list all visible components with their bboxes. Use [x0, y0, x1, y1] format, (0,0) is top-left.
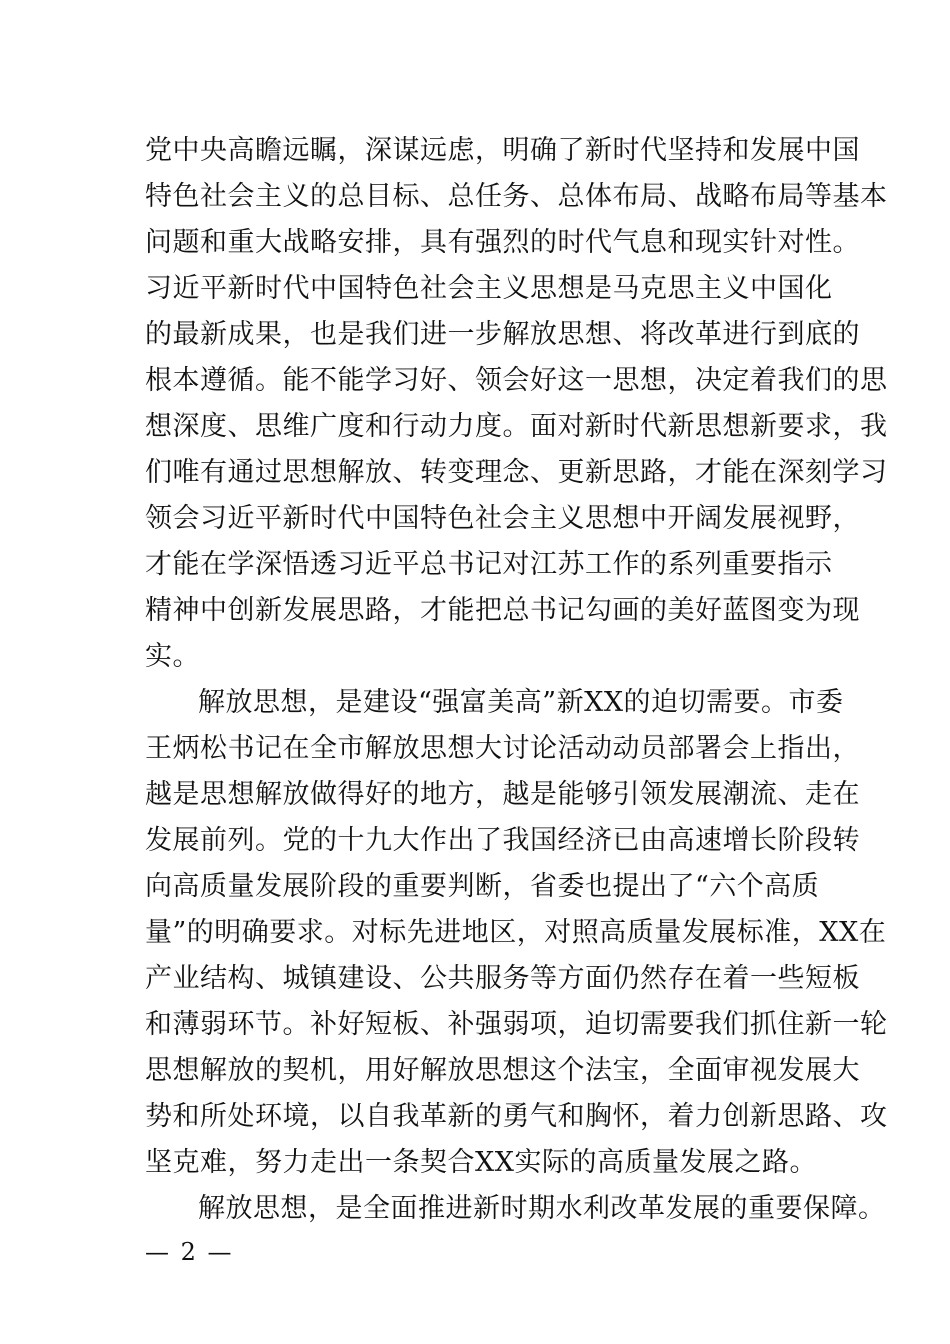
text-line: 越是思想解放做得好的地方，越是能够引领发展潮流、走在: [145, 779, 860, 810]
page-number: — 2 —: [145, 1238, 234, 1266]
text-line: 们唯有通过思想解放、转变理念、更新思路，才能在深刻学习: [145, 457, 888, 488]
text-line: 的最新成果，也是我们进一步解放思想、将改革进行到底的: [145, 319, 860, 350]
text-line: 产业结构、城镇建设、公共服务等方面仍然存在着一些短板: [145, 963, 860, 994]
text-line: 根本遵循。能不能学习好、领会好这一思想，决定着我们的思: [145, 365, 888, 396]
text-line: 和薄弱环节。补好短板、补强弱项，迫切需要我们抓住新一轮: [145, 1009, 888, 1040]
text-line: 党中央高瞻远瞩，深谋远虑，明确了新时代坚持和发展中国: [145, 135, 860, 166]
text-line: 量”的明确要求。对标先进地区，对照高质量发展标准，XX在: [145, 917, 887, 948]
text-line: 问题和重大战略安排，具有强烈的时代气息和现实针对性。: [145, 227, 860, 258]
text-line: 思想解放的契机，用好解放思想这个法宝，全面审视发展大: [145, 1055, 860, 1086]
text-line: 才能在学深悟透习近平总书记对江苏工作的系列重要指示: [145, 549, 833, 580]
text-line: 实。: [145, 641, 200, 672]
text-line: 想深度、思维广度和行动力度。面对新时代新思想新要求，我: [145, 411, 888, 442]
text-line: 向高质量发展阶段的重要判断，省委也提出了“六个高质: [145, 871, 820, 902]
text-line: 解放思想，是建设“强富美高”新XX的迫切需要。市委: [198, 687, 844, 718]
text-line: 解放思想，是全面推进新时期水利改革发展的重要保障。: [198, 1193, 886, 1224]
text-line: 发展前列。党的十九大作出了我国经济已由高速增长阶段转: [145, 825, 860, 856]
text-line: 王炳松书记在全市解放思想大讨论活动动员部署会上指出，: [145, 733, 860, 764]
text-line: 精神中创新发展思路，才能把总书记勾画的美好蓝图变为现: [145, 595, 860, 626]
text-line: 坚克难，努力走出一条契合XX实际的高质量发展之路。: [145, 1147, 817, 1178]
text-line: 特色社会主义的总目标、总任务、总体布局、战略布局等基本: [145, 181, 888, 212]
text-line: 领会习近平新时代中国特色社会主义思想中开阔发展视野，: [145, 503, 860, 534]
text-line: 势和所处环境，以自我革新的勇气和胸怀，着力创新思路、攻: [145, 1101, 888, 1132]
text-line: 习近平新时代中国特色社会主义思想是马克思主义中国化: [145, 273, 833, 304]
